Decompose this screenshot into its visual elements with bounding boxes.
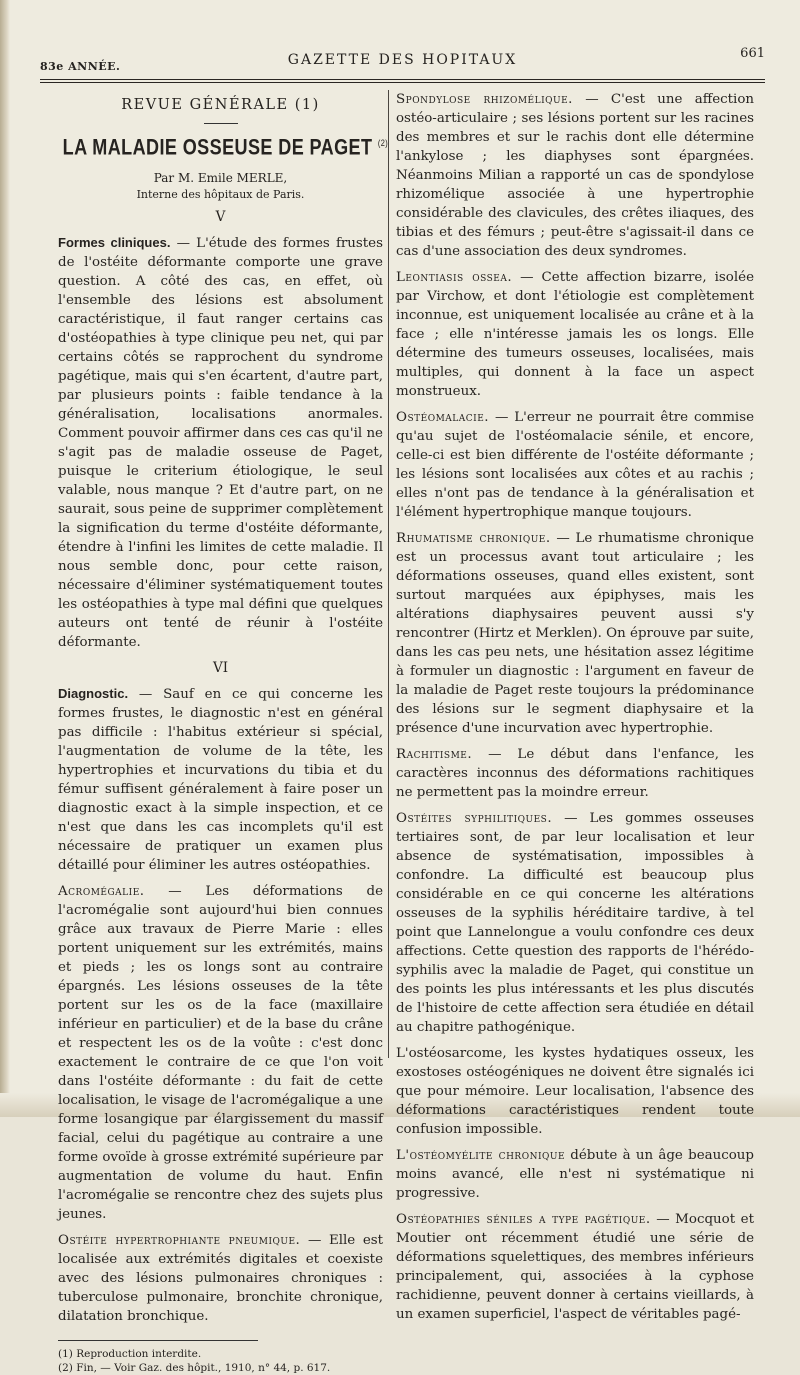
lead-formes: Formes cliniques. — [58, 235, 171, 251]
lead-spondylose: Spondylose rhizomélique. — [396, 92, 573, 107]
text-osteite-pneumique: — Elle est localisée aux extrémités digitales et coexiste avec des lésions pulmonaires chroniques : tuberculose pulmonaire, bronchite chronique, dilatation bronchique. — [58, 1233, 383, 1325]
paragraph-osteite-pneumique — [58, 1231, 383, 1326]
heading-rule — [204, 123, 238, 124]
text-spondylose: — C'est une affection ostéo-articulaire ; ses lésions portent sur les racines des membres et sur le rachis dont elle détermine l'ankylose ; les diaphyses sont épargnées. Néanmoins Milian a rapporté un cas de spondylose rhizomélique associée à une hypertrophie considérable des clavicules, des crêtes iliaques, des tibias et des fémurs ; peut-être s'agissait-il dans ce cas d'une association des deux syndromes. — [396, 92, 755, 259]
section-number-vi: VI — [212, 660, 229, 677]
lead-diagnostic: Diagnostic. — [58, 686, 129, 702]
text-osteopathies-seniles: — Mocquot et Moutier ont récemment étudié une série de déformations squelettiques, des membres inférieurs principalement, qui, associées à la cyphose rachidienne, peuvent donner à certains vieillards, à un examen superficiel, l'aspect de véritables pagé- — [396, 1212, 754, 1322]
text-leontiasis: — Cette affection bizarre, isolée par Virchow, et dont l'étiologie est complètement inconnue, est uniquement localisée au crâne et à la face ; elle n'intéresse jamais les os longs. Elle détermine des tumeurs osseuses, localisées, mais multiples, qui donnent à la face un aspect monstrueux. — [396, 270, 754, 399]
title-footnote-ref: (2) — [377, 138, 389, 148]
paragraph-acromegalie — [58, 882, 383, 1224]
text-osteomyelite: débute à un âge beaucoup moins avancé, elle n'est ni systématique ni progressive. — [396, 1148, 754, 1201]
column-right — [396, 90, 754, 1331]
page-header — [40, 40, 765, 80]
journal-title: GAZETTE DES HOPITAUX — [287, 52, 518, 68]
text-formes: — L'étude des formes frustes de l'ostéite déformante comporte une grave question. A côté des cas, en effet, où l'ensemble des lésions est absolument caractéristique, il faut ranger certains cas d'ostéopathies à type clinique peu net, qui par certains côtés se rapprochent du syndrome pagétique, mais qui s'en écartent, d'autre part, par plusieurs points : faible tendance à la généralisation, localisations anormales. Comment pouvoir affirmer dans ces cas qu'il ne s'agit pas de maladie osseuse de Paget, puisque le criterium étiologique, le seul valable, nous manque ? Et d'autre part, on ne saurait, sous peine de supprimer complètement la signification du terme d'ostéite déformante, étendre à l'infini les limites de cette maladie. Il nous semble donc, pour cette raison, nécessaire d'éliminer systématiquement toutes les ostéopathies à type mal défini que quelques auteurs ont tenté de réunir à l'ostéite déformante. — [58, 236, 383, 651]
lead-rachitisme: Rachitisme. — [396, 747, 473, 762]
paragraph-diagnostic — [58, 684, 383, 875]
paragraph-rhumatisme — [396, 529, 754, 738]
column-left — [58, 90, 389, 1375]
lead-osteite-pneumique: Ostéite hypertrophiante pneumique. — [58, 1233, 301, 1249]
paragraph-osteomyelite — [396, 1146, 754, 1203]
lead-rhumatisme: Rhumatisme chronique. — [396, 531, 551, 546]
paragraph-formes — [58, 233, 383, 652]
lead-osteopathies-seniles: Ostéopathies séniles a type pagétique. — [396, 1212, 651, 1227]
lead-osteomalacie: Ostéomalacie. — [396, 410, 490, 425]
lead-osteomyelite: L'ostéomyélite chronique — [396, 1148, 566, 1163]
paragraph-osteomalacie — [396, 408, 754, 522]
footnote-2: (2) Fin, — Voir Gaz. des hôpit., 1910, n° 44, p. 617. — [58, 1362, 331, 1375]
paragraph-rachitisme — [396, 745, 754, 802]
text-osteomalacie: — L'erreur ne pourrait être commise qu'au sujet de l'ostéomalacie sénile, et encore, celle-ci est bien différente de l'ostéite déformante ; les lésions sont localisées aux côtes et au rachis ; elles n'ont pas de tendance à la généralisation et l'élément hypertrophique manque toujours. — [396, 410, 754, 520]
author-role: Interne des hôpitaux de Paris. — [136, 188, 305, 202]
lead-leontiasis: Leontiasis ossea. — [396, 270, 513, 285]
text-acromegalie: — Les déformations de l'acromégalie sont aujourd'hui bien connues grâce aux travaux de Pierre Marie : elles portent uniquement sur les extrémités, mains et pieds ; les os longs sont au contraire épargnés. Les lésions osseuses de la tête portent sur les os de la face (maxillaire inférieur en particulier) et de la base du crâne et respectent les os de la voûte : c'est donc exactement le contraire de ce que l'on voit dans l'ostéite déformante : du fait de cette localisation, le visage de l'acromégalique a une forme losangique par élargissement du massif facial, celui du pagétique au contraire a une forme ovoïde à grosse extrémité supérieure par augmentation de volume du haut. Enfin l'acromégalie se rencontre chez des sujets plus jeunes. — [58, 884, 383, 1223]
paragraph-spondylose — [396, 90, 754, 261]
lead-syphilitiques: Ostéites syphilitiques. — [396, 811, 553, 826]
section-heading: REVUE GÉNÉRALE (1) — [121, 97, 320, 113]
article-title-text: LA MALADIE OSSEUSE DE PAGET — [62, 134, 373, 160]
text-diagnostic: — Sauf en ce qui concerne les formes frustes, le diagnostic n'est en général pas difficile : l'habitus extérieur si spécial, l'augmentation de volume de la tête, les hypertrophies et incurvations du tibia et du fémur suffisent généralement à faire poser un diagnostic exact à la simple inspection, et ce n'est que dans les cas incomplets qu'il est nécessaire de pratiquer un examen plus détaillé pour éliminer les autres ostéopathies. — [58, 687, 383, 874]
paragraph-osteopathies-seniles — [396, 1210, 754, 1324]
header-rule — [40, 79, 765, 80]
footnote-rule — [58, 1340, 258, 1341]
lead-acromegalie: Acromégalie. — [58, 884, 145, 900]
page-edge-left — [0, 0, 10, 1117]
paragraph-leontiasis — [396, 268, 754, 401]
text-rhumatisme: — Le rhumatisme chronique est un processus avant tout articulaire ; les déformations osseuses, quand elles existent, sont surtout marquées aux épiphyses, mais les altérations diaphysaires peuvent aussi s'y rencontrer (Hirtz et Merklen). On éprouve par suite, dans les cas peu nets, une hésitation assez légitime à formuler un diagnostic : l'argument en faveur de la maladie de Paget reste toujours la prédominance des lésions sur le segment diaphysaire et la présence d'une incurvation avec hypertrophie. — [396, 531, 754, 736]
column-separator — [388, 90, 389, 1058]
page-number: 661 — [740, 46, 765, 61]
section-number-v: V — [215, 209, 226, 226]
paragraph-osteosarcome: L'ostéosarcome, les kystes hydatiques osseux, les exostoses ostéogéniques ne doivent être signalés ici que pour mémoire. Leur localisation, l'absence des déformations caractéristiques rendent toute confusion impossible. — [396, 1046, 754, 1137]
paragraph-syphilitiques — [396, 809, 754, 1037]
issue-year: 83e ANNÉE. — [40, 60, 121, 73]
author-line: Par M. Emile MERLE, — [153, 171, 288, 186]
footnote-1: (1) Reproduction interdite. — [58, 1348, 202, 1361]
text-syphilitiques: — Les gommes osseuses tertiaires sont, de par leur localisation et leur absence de systématisation, impossibles à confondre. La difficulté est beaucoup plus considérable en ce qui concerne les altérations osseuses de la syphilis héréditaire tardive, à tel point que Lannelongue a voulu confondre ces deux affections. Cette question des rapports de l'hérédo-syphilis avec la maladie de Paget, qui constitue un des points les plus intéressants et les plus discutés de l'histoire de cette affection sera étudiée en détail au chapitre pathogénique. — [396, 811, 754, 1035]
text-rachitisme: — Le début dans l'enfance, les caractères inconnus des déformations rachitiques ne permettent pas la moindre erreur. — [396, 747, 754, 800]
header-rule-double — [40, 82, 765, 83]
article-title — [62, 134, 389, 160]
